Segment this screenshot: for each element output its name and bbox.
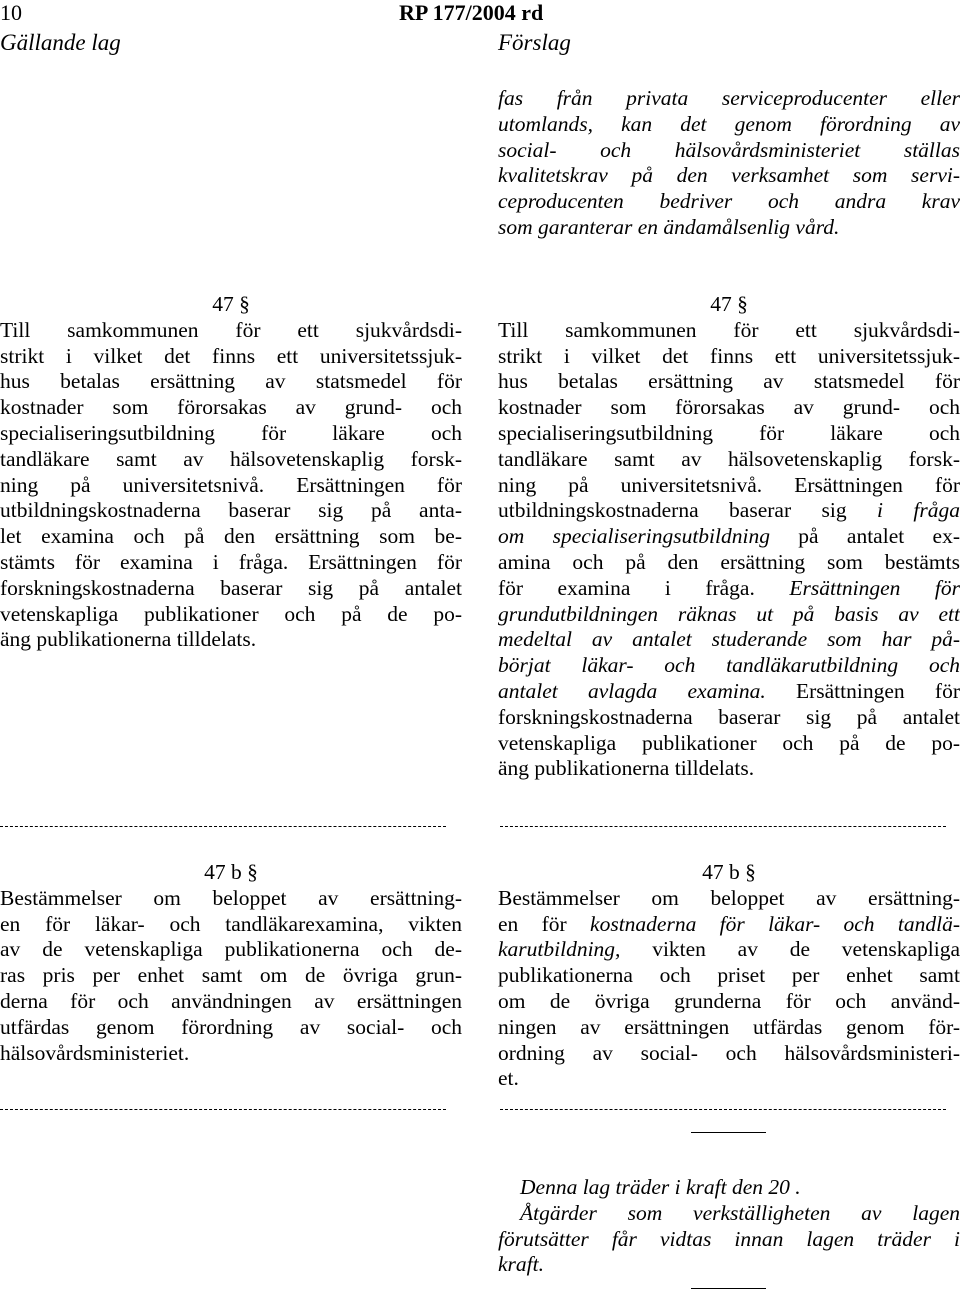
right-column-title: Förslag <box>498 30 571 55</box>
text-line: börjat läkar- och tandläkarutbildning och <box>498 653 960 678</box>
text-run: en för <box>498 911 591 936</box>
text-line: ning på universitetsnivå. Ersättningen för <box>498 472 960 497</box>
text-line: ras pris per enhet samt om de övriga grun- <box>0 963 462 988</box>
text-line: stämts för examina i fråga. Ersättningen för <box>0 549 462 574</box>
text-run: Ersättningen för <box>765 678 960 703</box>
document-id: RP 177/2004 rd <box>399 0 544 25</box>
text-line <box>498 937 960 963</box>
text-line: ningen av ersättningen utfärdas genom för- <box>498 1014 960 1039</box>
text-line: strikt i vilket det finns ett universitetssjuk- <box>0 343 462 368</box>
text-line <box>498 679 960 705</box>
italic-run: Ersättningen för <box>789 575 960 600</box>
text-line: kraft. <box>498 1252 544 1277</box>
solid-separator <box>691 1288 766 1289</box>
text-line: ordning av social- och hälsovårdsministeri- <box>498 1040 960 1065</box>
text-line: Till samkommunen för ett sjukvårdsdi- <box>498 317 960 342</box>
section-47b-current <box>0 860 462 1066</box>
text-run: vikten av de vetenskapliga <box>620 937 960 962</box>
text-line: tandläkare samt av hälsovetenskaplig forsk- <box>0 446 462 471</box>
text-line: Till samkommunen för ett sjukvårdsdi- <box>0 317 462 342</box>
italic-run: karutbildning, <box>498 937 621 962</box>
italic-run: antalet avlagda examina. <box>498 678 766 703</box>
italic-run: om specialiseringsutbildning <box>498 524 770 549</box>
section-heading: 47 § <box>212 292 250 316</box>
entry-into-force-clause <box>498 1175 960 1278</box>
text-line: utomlands, kan det genom förordning av <box>498 111 960 136</box>
text-run: utbildningskostnaderna baserar sig <box>498 498 878 523</box>
text-run: på antalet ex- <box>769 524 960 549</box>
section-heading: 47 b § <box>204 860 258 884</box>
dashed-separator <box>0 1109 446 1112</box>
text-line: medeltal av antalet studerande som har på- <box>498 627 960 652</box>
section-47-proposed <box>498 292 960 782</box>
text-line: tandläkare samt av hälsovetenskaplig forsk- <box>498 446 960 471</box>
text-line: specialiseringsutbildning för läkare och <box>498 420 960 445</box>
text-line: hus betalas ersättning av statsmedel för <box>0 369 462 394</box>
text-line: derna för och användningen av ersättningen <box>0 988 462 1013</box>
dashed-separator <box>0 826 446 829</box>
text-line: let examina och på den ersättning som be- <box>0 524 462 549</box>
text-line: Bestämmelser om beloppet av ersättning- <box>498 885 960 910</box>
text-line: utfärdas genom förordning av social- och <box>0 1014 462 1039</box>
text-line: äng publikationerna tilldelats. <box>498 756 755 781</box>
text-line: kostnader som förorsakas av grund- och <box>498 395 960 420</box>
dashed-separator <box>500 1109 946 1112</box>
section-heading: 47 § <box>710 292 748 316</box>
text-line: social- och hälsovårdsministeriet ställas <box>498 137 960 162</box>
text-line: av de vetenskapliga publikationerna och de- <box>0 937 462 962</box>
text-line: Åtgärder som verkställigheten av lagen <box>520 1200 960 1225</box>
text-line: forskningskostnaderna baserar sig på antalet <box>0 575 462 600</box>
italic-run: kostnaderna för läkar- och tandlä- <box>590 911 960 936</box>
text-line: en för läkar- och tandläkarexamina, vikten <box>0 911 462 936</box>
text-line: et. <box>498 1066 519 1091</box>
text-line: grundutbildningen räknas ut på basis av ett <box>498 601 960 626</box>
text-line: förutsätter får vidtas innan lagen träder i <box>498 1226 960 1251</box>
text-line <box>498 912 960 938</box>
text-line <box>498 524 960 550</box>
text-line: utbildningskostnaderna baserar sig på anta- <box>0 498 462 523</box>
text-line: specialiseringsutbildning för läkare och <box>0 420 462 445</box>
text-line <box>498 498 960 524</box>
text-line: fas från privata serviceproducenter eller <box>498 86 960 110</box>
section-47b-proposed <box>498 860 960 1092</box>
text-line: som garanterar en ändamålsenlig vård. <box>498 214 840 239</box>
intro-paragraph <box>498 86 960 241</box>
page-number: 10 <box>0 0 22 25</box>
text-line: forskningskostnaderna baserar sig på antalet <box>498 704 960 729</box>
text-line: strikt i vilket det finns ett universitetssjuk- <box>498 343 960 368</box>
text-line: hälsovårdsministeriet. <box>0 1040 190 1065</box>
text-line: vetenskapliga publikationer och på de po- <box>0 601 462 626</box>
left-column-title: Gällande lag <box>0 30 121 55</box>
text-line: kostnader som förorsakas av grund- och <box>0 395 462 420</box>
text-line: vetenskapliga publikationer och på de po- <box>498 730 960 755</box>
text-line: hus betalas ersättning av statsmedel för <box>498 369 960 394</box>
italic-run: i fråga <box>877 498 960 523</box>
text-line: äng publikationerna tilldelats. <box>0 627 257 652</box>
solid-separator <box>691 1132 766 1133</box>
text-line: Denna lag träder i kraft den 20 . <box>520 1175 801 1199</box>
text-line: publikationerna och priset per enhet samt <box>498 963 960 988</box>
text-line: ning på universitetsnivå. Ersättningen för <box>0 472 462 497</box>
text-line: Bestämmelser om beloppet av ersättning- <box>0 885 462 910</box>
text-line: ceproducenten bedriver och andra krav <box>498 189 960 214</box>
text-line: amina och på den ersättning som bestämts <box>498 549 960 574</box>
section-47-current <box>0 292 462 653</box>
text-line: om de övriga grunderna för och använd- <box>498 988 960 1013</box>
text-line: kvalitetskrav på den verksamhet som servi- <box>498 163 960 188</box>
dashed-separator <box>500 826 946 829</box>
section-heading: 47 b § <box>702 860 756 884</box>
text-line <box>498 576 960 602</box>
text-run: för examina i fråga. <box>498 575 790 600</box>
